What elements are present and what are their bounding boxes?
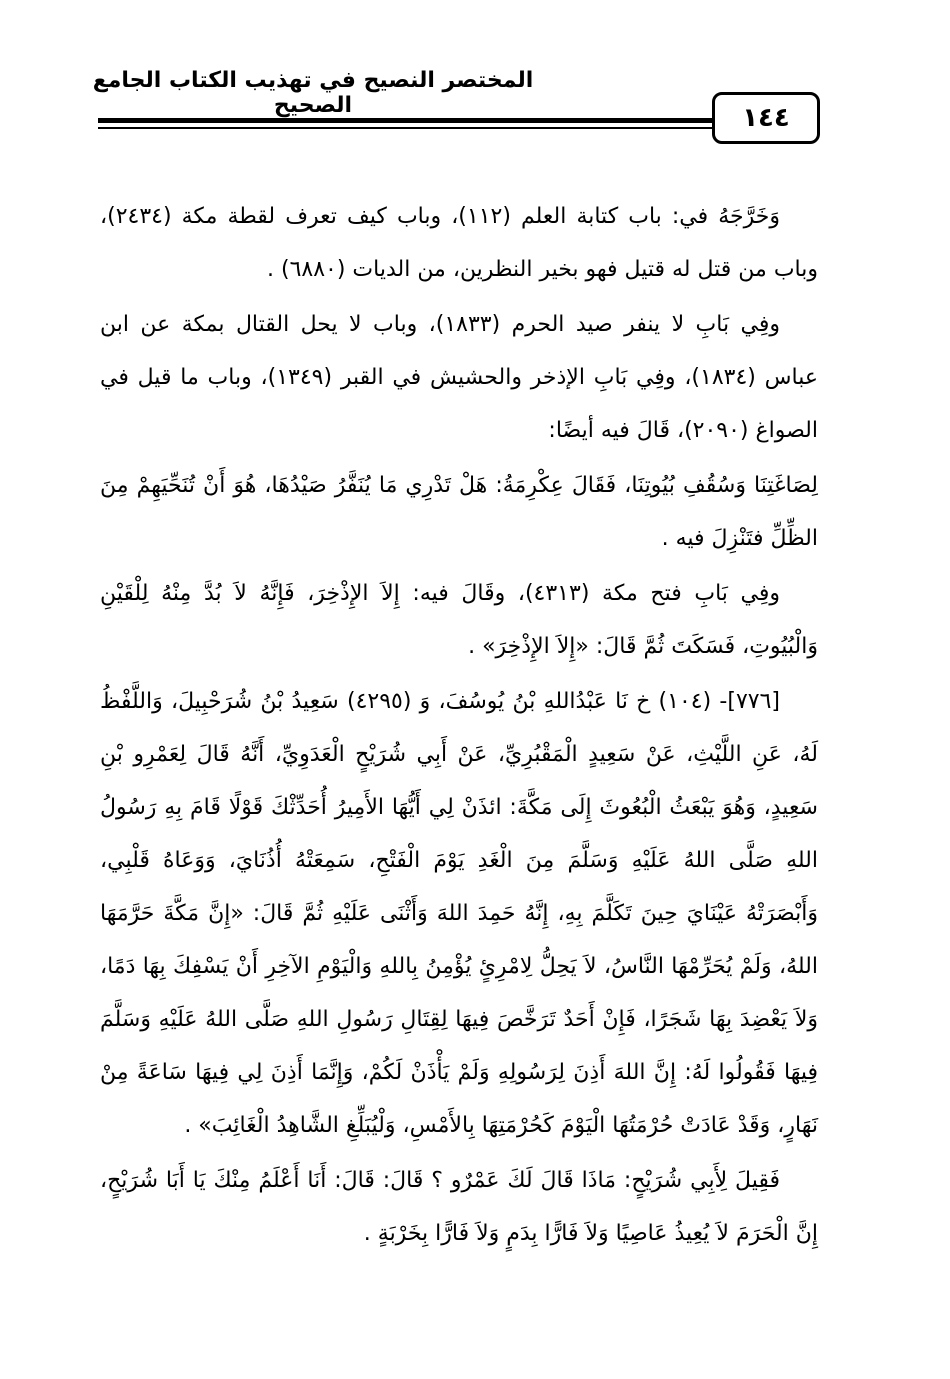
paragraph-other-chapters: وفِي بَابِ لا ينفر صيد الحرم (١٨٣٣)، وباب لا يحل القتال بمكة عن ابن عباس (١٨٣٤)، وفِي بَابِ الإذخر والحشيش في القبر (١٣٤٩)، وباب ما قيل في الصواغ (٢٠٩٠)، قَالَ فيه أيضًا: <box>100 312 818 443</box>
header-rule-thin <box>98 127 726 129</box>
body-text <box>100 190 818 1260</box>
paragraph-takhrij: وَخَرَّجَهُ في: باب كتابة العلم (١١٢)، وباب كيف تعرف لقطة مكة (٢٤٣٤)، وباب من قتل له قتيل فهو بخير النظرين، من الديات (٦٨٨٠) . <box>100 204 818 282</box>
header-rule-thick <box>98 118 726 123</box>
paragraph-hadith-776: [٧٧٦]- (١٠٤) خ نَا عَبْدُاللهِ بْنُ يُوسُفَ، وَ (٤٢٩٥) سَعِيدُ بْنُ شُرَحْبِيلَ، وَاللَّفْظُ لَهُ، عَنِ اللَّيْثِ، عَنْ سَعِيدٍ الْمَقْبُرِيِّ، عَنْ أَبِي شُرَيْحٍ الْعَدَوِيِّ، أَنَّهُ قَالَ لِعَمْرِو بْنِ سَعِيدٍ، وَهُوَ يَبْعَثُ الْبُعُوثَ إِلَى مَكَّةَ: ائذَنْ لِي أَيُّهَا الأَمِيرُ أُحَدِّثْكَ قَوْلًا قَامَ بِهِ رَسُولُ اللهِ صَلَّى اللهُ عَلَيْهِ وَسَلَّمَ مِنَ الْغَدِ يَوْمَ الْفَتْحِ، سَمِعَتْهُ أُذُنَايَ، وَوَعَاهُ قَلْبِي، وَأَبْصَرَتْهُ عَيْنَايَ حِينَ تَكَلَّمَ بِهِ، إِنَّهُ حَمِدَ اللهَ وَأَثْنَى عَلَيْهِ ثُمَّ قَالَ: «إِنَّ مَكَّةَ حَرَّمَهَا اللهُ، وَلَمْ يُحَرِّمْهَا النَّاسُ، لاَ يَحِلُّ لِامْرِئٍ يُؤْمِنُ بِاللهِ وَالْيَوْمِ الآخِرِ أَنْ يَسْفِكَ بِهَا دَمًا، وَلاَ يَعْضِدَ بِهَا شَجَرًا، فَإِنْ أَحَدٌ تَرَخَّصَ فِيهَا لِقِتَالِ رَسُولِ اللهِ صَلَّى اللهُ عَلَيْهِ وَسَلَّمَ فِيهَا فَقُولُوا لَهُ: إِنَّ اللهَ أَذِنَ لِرَسُولِهِ وَلَمْ يَأْذَنْ لَكُمْ، وَإِنَّمَا أَذِنَ لِي فِيهَا سَاعَةً مِنْ نَهَارٍ، وَقَدْ عَادَتْ حُرْمَتُهَا الْيَوْمَ كَحُرْمَتِهَا بِالأَمْسِ، وَلْيُبَلِّغِ الشَّاهِدُ الْغَائِبَ» . <box>100 689 818 1138</box>
paragraph-ikrima-quote: لِصَاغَتِنَا وَسُقُفِ بُيُوتِنَا، فَقَالَ عِكْرِمَةُ: هَلْ تَدْرِي مَا يُنَفَّرُ صَيْدُهَا، هُوَ أَنْ تُنَحِّيَهِمْ مِنَ الظِّلِّ فتَنْزِلَ فيه . <box>100 473 818 551</box>
paragraph-fath-makka: وفِي بَابِ فتح مكة (٤٣١٣)، وقَالَ فيه: إِلاَ الإِذْخِرَ، فَإِنَّهُ لاَ بُدَّ مِنْهُ لِلْقَيْنِ وَالْبُيُوتِ، فَسَكَتَ ثُمَّ قَالَ: «إِلاَ الإِذْخِرَ» . <box>100 581 818 659</box>
running-title: المختصر النصيح في تهذيب الكتاب الجامع الصحيح <box>92 68 534 118</box>
page-number: ١٤٤ <box>712 92 820 144</box>
paragraph-abu-shurayh: فَقِيلَ لِأَبِي شُرَيْحٍ: مَاذَا قَالَ لَكَ عَمْرٌو ؟ قَالَ: قَالَ: أَنَا أَعْلَمُ مِنْكَ يَا أَبَا شُرَيْحٍ، إِنَّ الْحَرَمَ لاَ يُعِيذُ عَاصِيًا وَلاَ فَارًّا بِدَمٍ وَلاَ فَارًّا بِخَرْبَةٍ . <box>100 1168 818 1246</box>
